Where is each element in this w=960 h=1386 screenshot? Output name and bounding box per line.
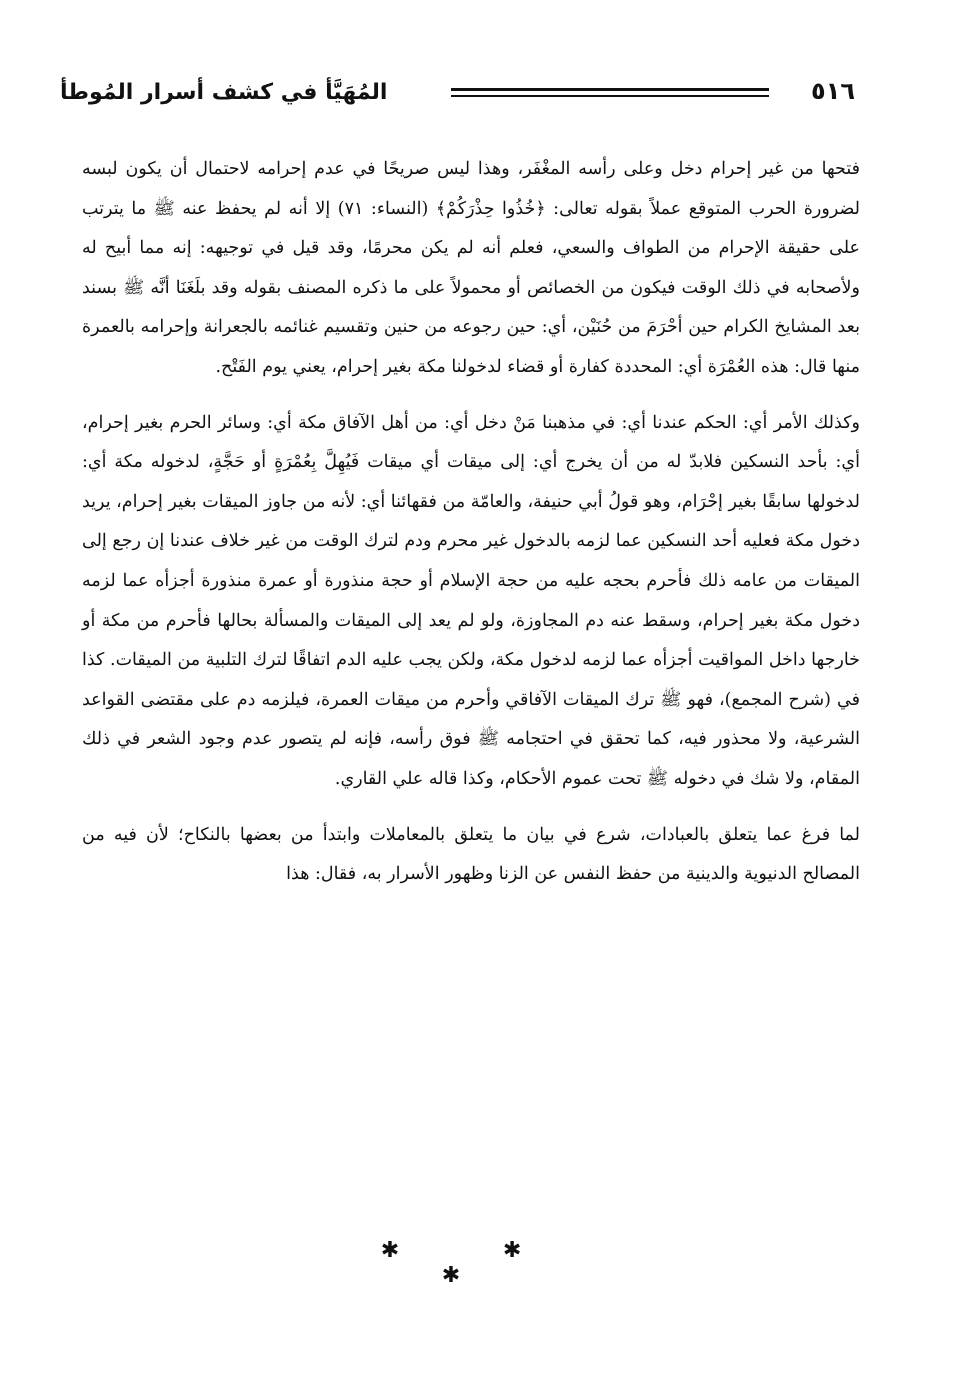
paragraph-2: وكذلك الأمر أي: الحكم عندنا أي: في مذهبنا مَنْ دخل أي: من أهل الآفاق مكة أي: وسائر الحرم بغير إحرام، أي: بأحد النسكين فلابدّ له من أن يخرج أي: إلى ميقات أي ميقات فَيُهِلَّ بِعُمْرَةٍ أو حَجَّةٍ، لدخوله مكة أي: لدخولها سابقًا بغير إحْرَام، وهو قولُ أبي حنيفة، والعامّة من فقهائنا أي: لأنه من جاوز الميقات بغير إحرام، يريد دخول مكة فعليه أحد النسكين عما لزمه بالدخول غير محرم ودم لترك الوقت من غير خلاف عندنا إن رجع إلى الميقات من عامه ذلك فأحرم بحجه عليه من حجة الإسلام أو حجة منذورة أو عمرة منذورة أجزأه عما لزمه دخول مكة بغير إحرام، وسقط عنه دم المجاوزة، ولو لم يعد إلى الميقات والمسألة بحالها فأحرم من مكة أو خارجها داخل المواقيت أجزأه عما لزمه لدخول مكة، ولكن يجب عليه الدم اتفاقًا لترك التلبية من الميقات. كذا في (شرح المجمع)، فهو ﷺ ترك الميقات الآفاقي وأحرم من ميقات العمرة، فيلزمه دم على مقتضى القواعد الشرعية، ولا محذور فيه، كما تحقق في احتجامه ﷺ فوق رأسه، فإنه لم يتصور عدم وجود الشعر في ذلك المقام، ولا شك في دخوله ﷺ تحت عموم الأحكام، وكذا قاله علي القاري.: [82, 412, 860, 789]
section-ornament: ✱ ✱ ✱: [380, 1238, 570, 1288]
page-header: [60, 74, 855, 114]
paragraph-3: لما فرغ عما يتعلق بالعبادات، شرع في بيان ما يتعلق بالمعاملات وابتدأ من بعضها بالنكاح؛ لأن فيه من المصالح الدنيوية والدينية من حفظ النفس عن الزنا وظهور الأسرار به، فقال: هذا: [82, 824, 860, 885]
header-rule: [451, 88, 769, 97]
book-title: المُهَيَّأ في كشف أسرار المُوطأ: [60, 80, 388, 105]
page-body: [82, 150, 860, 895]
page-number: ٥١٦: [811, 77, 855, 105]
paragraph-1: فتحها من غير إحرام دخل وعلى رأسه المغْفَر، وهذا ليس صريحًا في عدم إحرامه لاحتمال أن يكون لبسه لضرورة الحرب المتوقع عملاً بقوله تعالى: ﴿خُذُوا حِذْرَكُمْ﴾ (النساء: ٧١) إلا أنه لم يحفظ عنه ﷺ ما يترتب على حقيقة الإحرام من الطواف والسعي، فعلم أنه لم يكن محرمًا، وقد قيل في توجيهه: إنه مما أبيح له ولأصحابه في ذلك الوقت فيكون من الخصائص أو محمولاً على ما ذكره المصنف بقوله وقد بلَغَنَا أنَّه ﷺ بسند بعد المشايخ الكرام حين أحْرَمَ من حُنَيْن، أي: حين رجوعه من حنين وتقسيم غنائمه بالجعرانة وإحرامه بالعمرة منها قال: هذه العُمْرَة أي: المحددة كفارة أو قضاء لدخولنا مكة بغير إحرام، يعني يوم الفَتْح.: [82, 159, 860, 377]
